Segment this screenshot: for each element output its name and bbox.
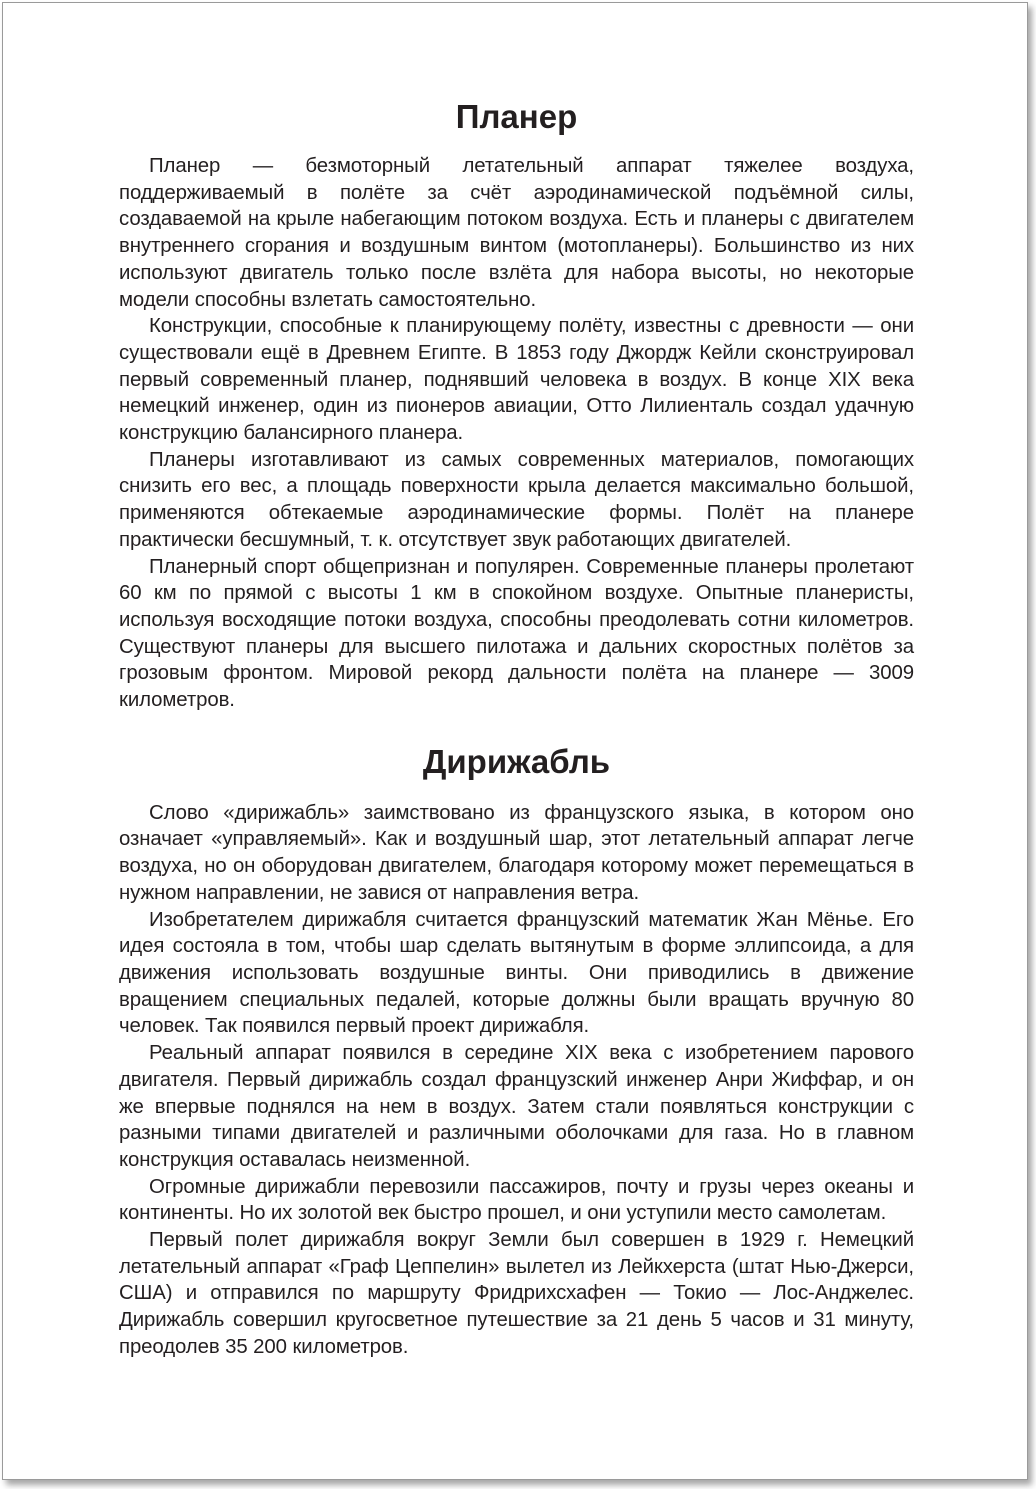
paragraph: Планер — безмоторный летательный аппарат тяжелее воздуха, поддерживаемый в полёте за счёт аэродинамической подъёмной силы, создаваемой на крыле набегающим потоком воздуха. Есть и планеры с двигателем внутреннего сгорания и воздушным винтом (мотопланеры). Большинство из них используют двигатель только после взлёта для набора высоты, но некоторые модели способны взлетать самостоятельно. — [119, 155, 914, 311]
page-content — [119, 95, 914, 1361]
paragraph: Планеры изготавливают из самых современных материалов, помогающих снизить его вес, а площадь поверхности крыла делается максимально большой, применяются обтекаемые аэродинамические формы. Полёт на планере практически бесшумный, т. к. отсутствует звук работающих двигателей. — [119, 448, 914, 551]
section-title: Дирижабль — [422, 742, 611, 780]
paragraph: Слово «дирижабль» заимствовано из французского языка, в котором оно означает «управляемый». Как и воздушный шар, этот летательный аппарат легче воздуха, но он оборудован двигателем, благодаря которому может перемещаться в нужном направлении, не завися от направления ветра. — [119, 801, 914, 904]
book-page — [2, 2, 1028, 1480]
paragraph: Первый полет дирижабля вокруг Земли был совершен в 1929 г. Немецкий летательный аппарат «Граф Цеппелин» вылетел из Лейкхерста (штат Нью-Джерси, США) и отправился по маршруту Фридрихсхафен — Токио — Лос-Анджелес. Дирижабль совершил кругосветное путешествие за 21 день 5 часов и 31 минуту, преодолев 35 200 километров. — [119, 1229, 914, 1358]
section-airship — [119, 740, 914, 1361]
paragraph: Планерный спорт общепризнан и популярен. Современные планеры пролетают 60 км по прямой с высоты 1 км в спокойном воздухе. Опытные планеристы, используя восходящие потоки воздуха, способны преодолевать сотни километров. Существуют планеры для высшего пилотажа и дальних скоростных полётов за грозовым фронтом. Мировой рекорд дальности полёта на планере — 3009 километров. — [119, 555, 914, 712]
paragraph: Конструкции, способные к планирующему полёту, известны с древности — они существовали ещё в Древнем Египте. В 1853 году Джордж Кейли сконструировал первый современный планер, поднявший человека в воздух. В конце XIX века немецкий инженер, один из пионеров авиации, Отто Лилиенталь создал удачную конструкцию балансирного планера. — [119, 315, 914, 445]
paragraph: Реальный аппарат появился в середине XIX века с изобретением парового двигателя. Первый дирижабль создал французский инженер Анри Жиффар, и он же впервые поднялся на нем в воздух. Затем стали появляться конструкции с разными типами двигателей и различными оболочками для газа. Но в главном конструкция оставалась неизменной. — [119, 1042, 914, 1171]
paragraph: Огромные дирижабли перевозили пассажиров, почту и грузы через океаны и континенты. Но их золотой век быстро прошел, и они уступили место самолетам. — [119, 1175, 914, 1225]
paragraph: Изобретателем дирижабля считается французский математик Жан Мёнье. Его идея состояла в том, чтобы шар сделать вытянутым в форме эллипсоида, а для движения использовать воздушные винты. Они приводились в движение вращением специальных педалей, которые должны были вращать вручную 80 человек. Так появился первый проект дирижабля. — [119, 908, 914, 1038]
section-glider — [119, 95, 914, 714]
section-title: Планер — [455, 98, 578, 135]
